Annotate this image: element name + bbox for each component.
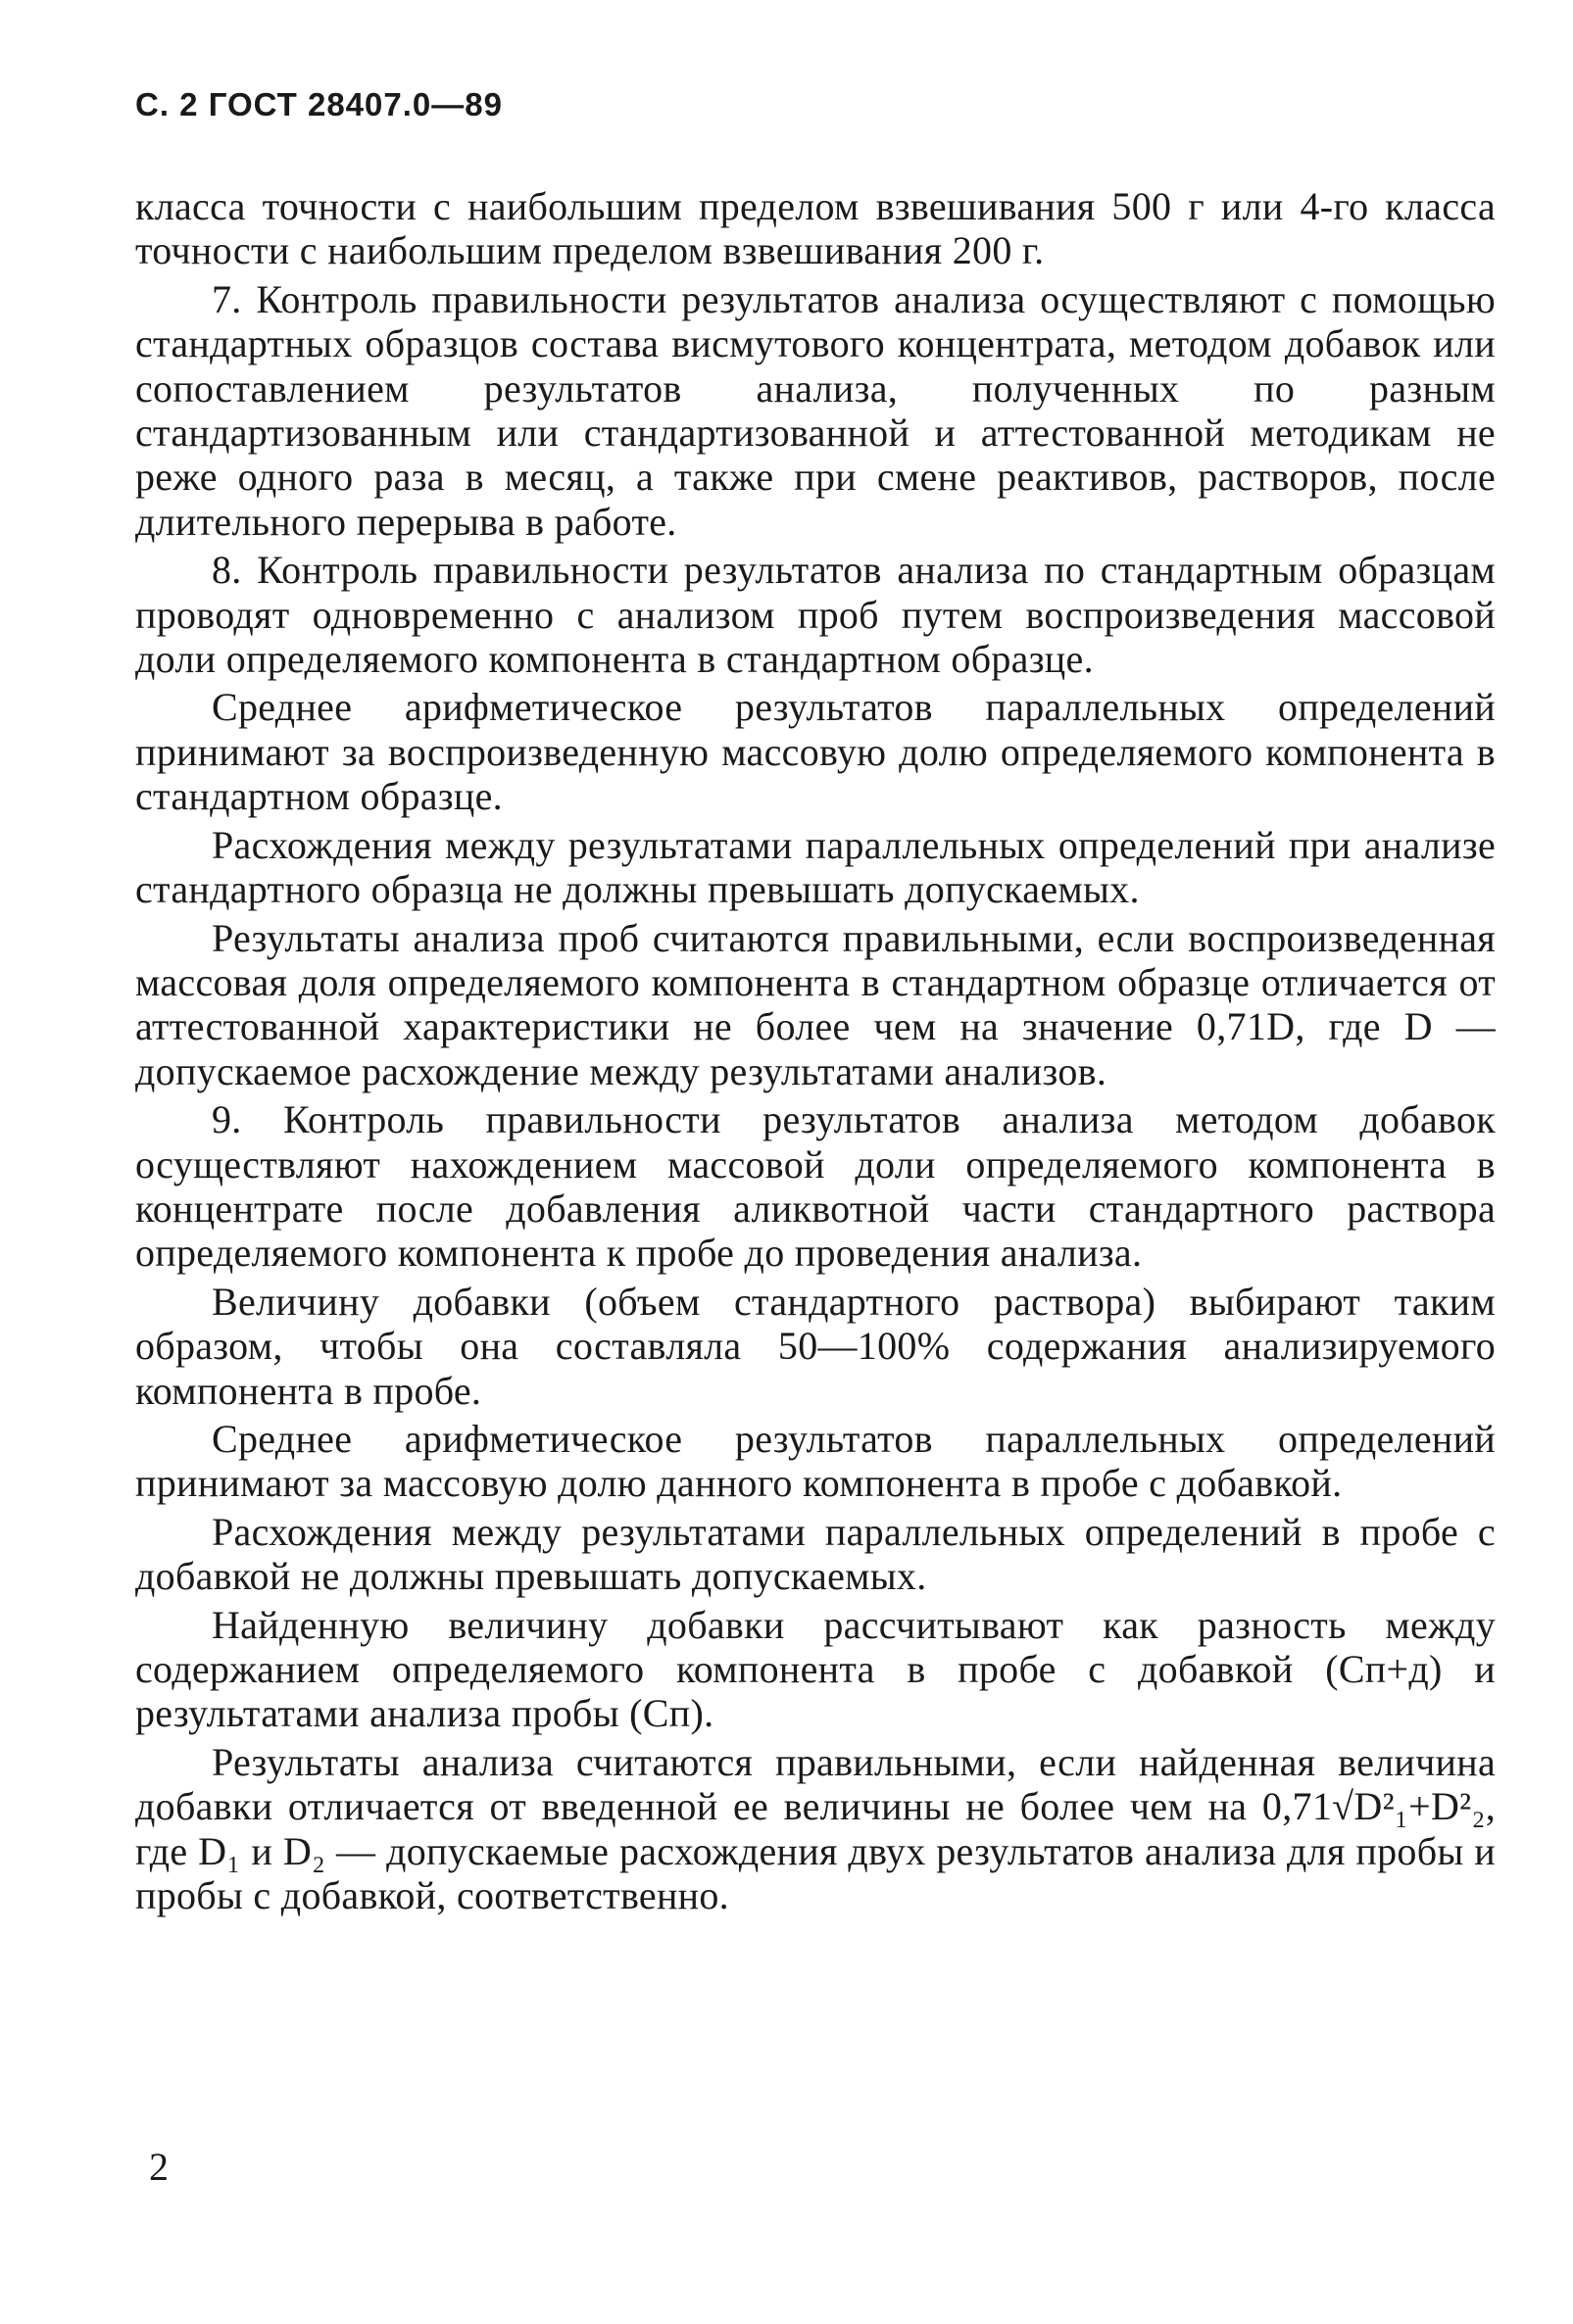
page-number: 2 [149,2145,169,2189]
page-header: С. 2 ГОСТ 28407.0—89 [135,86,503,122]
paragraph: Найденную величину добавки рассчитывают как разность между содержанием определяемого компонента в пробе с добавкой (Cп+д) и результатами анализа пробы (Cп). [135,1602,1496,1736]
paragraph: Среднее арифметическое результатов параллельных определений принимают за массовую долю данного компонента в пробе с добавкой. [135,1416,1496,1506]
paragraph: Результаты анализа считаются правильными, если найденная величина добавки отличается от введенной ее величины не более чем на 0,71√D²₁+D²₂, где D₁ и D₂ — допускаемые расхождения двух результатов анализа для пробы и пробы с добавкой, соответственно. [135,1739,1496,1918]
paragraph: Расхождения между результатами параллельных определений при анализе стандартного образца не должны превышать допускаемых. [135,822,1496,912]
paragraph: Величину добавки (объем стандартного раствора) выбирают таким образом, чтобы она составляла 50—100% содержания анализируемого компонента в пробе. [135,1279,1496,1413]
paragraph: класса точности с наибольшим пределом взвешивания 500 г или 4-го класса точности с наибольшим пределом взвешивания 200 г. [135,184,1496,273]
paragraph: 8. Контроль правильности результатов анализа по стандартным образцам проводят одновременно с анализом проб путем воспроизведения массовой доли определяемого компонента в стандартном образце. [135,548,1496,682]
paragraph: Расхождения между результатами параллельных определений в пробе с добавкой не должны превышать допускаемых. [135,1509,1496,1599]
paragraph: Среднее арифметическое результатов параллельных определений принимают за воспроизведенную массовую долю определяемого компонента в стандартном образце. [135,685,1496,819]
paragraph: 9. Контроль правильности результатов анализа методом добавок осуществляют нахождением массовой доли определяемого компонента в концентрате после добавления аликвотной части стандартного раствора определяемого компонента к пробе до проведения анализа. [135,1097,1496,1276]
paragraph: 7. Контроль правильности результатов анализа осуществляют с помощью стандартных образцов состава висмутового концентрата, методом добавок или сопоставлением результатов анализа, полученных по разным стандартизованным или стандартизованной и аттестованной методикам не реже одного раза в месяц, а также при смене реактивов, растворов, после длительного перерыва в работе. [135,276,1496,544]
paragraph: Результаты анализа проб считаются правильными, если воспроизведенная массовая доля определяемого компонента в стандартном образце отличается от аттестованной характеристики не более чем на значение 0,71D, где D — допускаемое расхождение между результатами анализов. [135,915,1496,1093]
body-text [135,184,1496,1921]
